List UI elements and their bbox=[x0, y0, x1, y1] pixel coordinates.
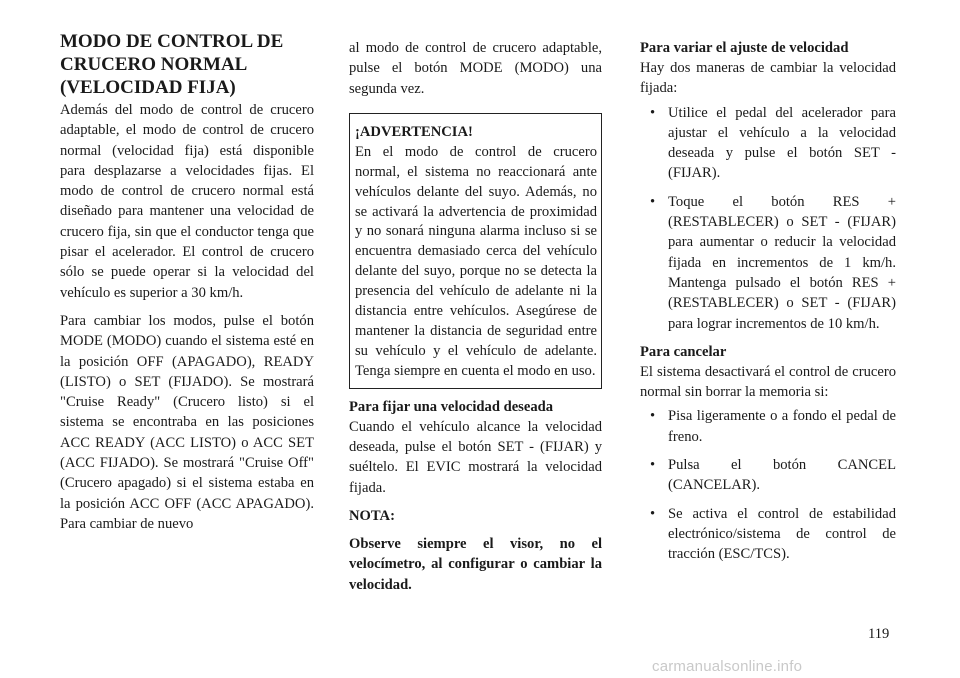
warning-box bbox=[349, 113, 602, 389]
bullet-icon: • bbox=[650, 457, 656, 474]
bullet-icon: • bbox=[650, 104, 656, 121]
list-item: • Se activa el control de estabilidad electrónico/sistema de control de tracción (ESC/TCS). bbox=[650, 505, 896, 563]
page-number: 119 bbox=[868, 626, 890, 642]
list-item: • Utilice el pedal del acelerador para ajustar el vehículo a la velocidad deseada y pulse el botón SET - (FIJAR). bbox=[650, 104, 896, 182]
bullet-icon: • bbox=[650, 505, 656, 522]
section-heading: MODO DE CONTROL DE CRUCERO NORMAL (VELOCIDAD FIJA) bbox=[60, 31, 284, 98]
note-label: NOTA: bbox=[349, 507, 395, 524]
mode-change-paragraph: Para cambiar los modos, pulse el botón MODE (MODO) cuando el sistema esté en la posición OFF (APAGADO), READY (LISTO) o SET (FIJADO). Se mostrará "Cruise Ready" (Crucero listo) si el sistema se encontraba en las posiciones ACC READY (ACC LISTO) o ACC SET (ACC FIJADO). Se mostrará "Cruise Off" (Crucero apagado) si el sistema estaba en la posición ACC OFF (ACC APAGADO). Para cambiar de nuevo bbox=[60, 312, 314, 532]
column-1 bbox=[60, 30, 314, 534]
list-item: • Pisa ligeramente o a fondo el pedal de freno. bbox=[650, 408, 896, 445]
cancel-list bbox=[640, 406, 896, 564]
cancel-text: El sistema desactivará el control de crucero normal sin borrar la memoria si: bbox=[640, 363, 896, 401]
subheading-set-speed: Para fijar una velocidad deseada bbox=[349, 398, 554, 415]
continuation-paragraph: al modo de control de crucero adaptable, pulse el botón MODE (MODO) una segunda vez. bbox=[349, 40, 602, 97]
warning-title: ¡ADVERTENCIA! bbox=[355, 123, 473, 140]
subheading-cancel: Para cancelar bbox=[640, 343, 727, 360]
watermark: carmanualsonline.info bbox=[652, 658, 803, 675]
vary-speed-list bbox=[640, 103, 896, 334]
note-text: Observe siempre el visor, no el velocímetro, al configurar o cambiar la velocidad. bbox=[349, 536, 602, 593]
set-speed-text: Cuando el vehículo alcance la velocidad deseada, pulse el botón SET - (FIJAR) y suéltelo. El EVIC mostrará la velocidad fijada. bbox=[349, 418, 602, 496]
column-2 bbox=[349, 38, 602, 595]
bullet-icon: • bbox=[650, 193, 656, 210]
list-item: • Pulsa el botón CANCEL (CANCELAR). bbox=[650, 457, 896, 494]
list-item: • Toque el botón RES + (RESTABLECER) o SET - (FIJAR) para aumentar o reducir la velocidad fijada en incrementos de 1 km/h. Mantenga pulsado el botón RES + (RESTABLECER) o SET - (FIJAR) para lograr incrementos de 10 km/h. bbox=[650, 193, 896, 332]
column-3 bbox=[640, 38, 896, 573]
intro-paragraph: Además del modo de control de crucero adaptable, el modo de control de crucero normal (velocidad fija) está disponible para desplazarse a velocidades fijas. El modo de control de crucero normal está diseñado para mantener una velocidad de crucero fija, sin que el conductor tenga que pisar el acelerador. El control de crucero sólo se puede operar si la velocidad del vehículo es superior a 30 km/h. bbox=[60, 102, 314, 301]
bullet-icon: • bbox=[650, 408, 656, 425]
vary-speed-text: Hay dos maneras de cambiar la velocidad fijada: bbox=[640, 60, 896, 97]
warning-text: En el modo de control de crucero normal, el sistema no reaccionará ante vehículos delante del suyo. Además, no se activará la advertencia de proximidad y no sonará ninguna alarma incluso si se encuentra demasiado cerca del vehículo delante del suyo, porque no se detecta la presencia del vehículo de adelante ni la distancia entre vehículos. Asegúrese de mantener la distancia de seguridad entre su vehículo y el vehículo de adelante. Tenga siempre en cuenta el modo en uso. bbox=[355, 143, 597, 379]
subheading-vary-speed: Para variar el ajuste de velocidad bbox=[640, 40, 849, 56]
